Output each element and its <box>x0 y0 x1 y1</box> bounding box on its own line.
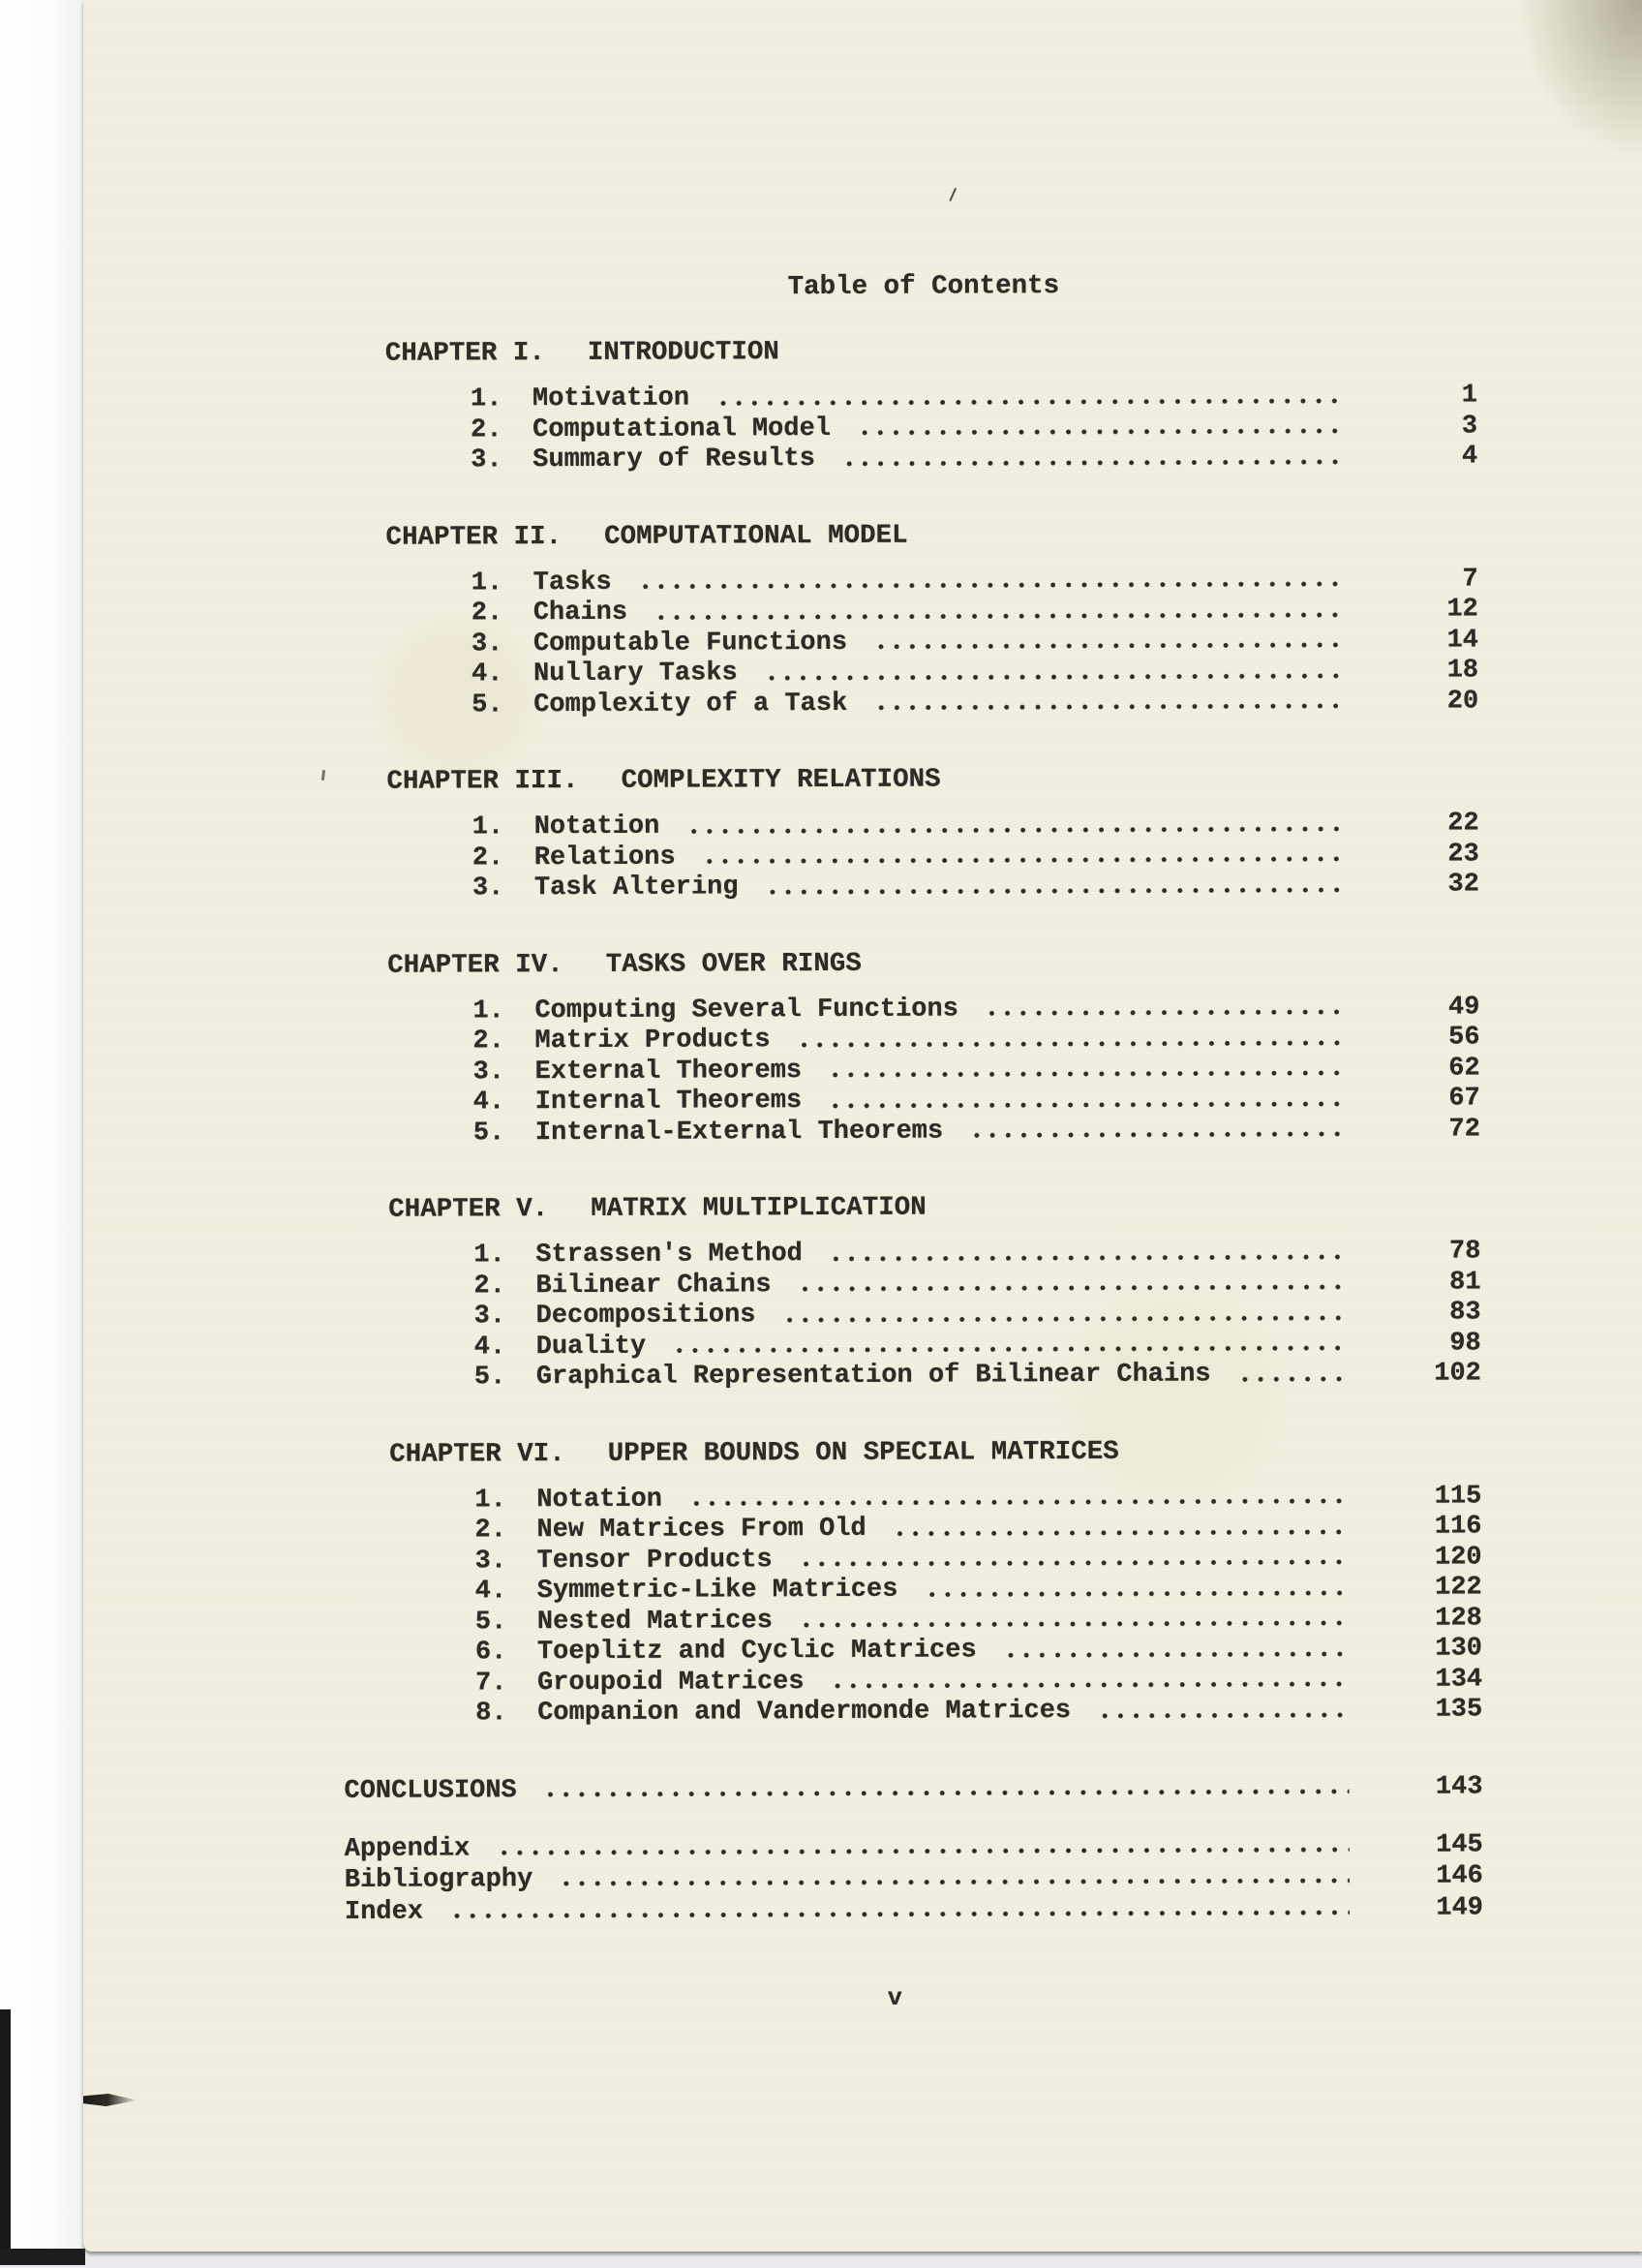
item-number: 8. <box>475 1699 507 1729</box>
table-of-contents <box>339 334 1493 1928</box>
item-label: Matrix Products <box>534 1026 771 1057</box>
dot-leader <box>989 1007 1347 1018</box>
item-page-number: 102 <box>1434 1359 1481 1389</box>
dot-leader <box>862 426 1344 438</box>
chapter-section <box>339 334 1488 476</box>
back-matter-entries <box>344 1771 1493 1928</box>
item-label: Bilinear Chains <box>535 1270 772 1301</box>
chapter-heading <box>387 946 1489 980</box>
item-label: Tensor Products <box>536 1545 773 1576</box>
toc-item-row <box>386 626 1488 660</box>
item-page-number: 81 <box>1449 1267 1481 1298</box>
item-number: 3. <box>474 1546 507 1576</box>
item-label: Relations <box>533 843 676 873</box>
item-label: Duality <box>535 1332 647 1362</box>
chapter-section <box>341 946 1490 1149</box>
item-page-number: 78 <box>1448 1237 1481 1267</box>
toc-item-row <box>390 1604 1492 1639</box>
toc-item-row <box>385 412 1487 446</box>
item-label: Task Altering <box>533 873 739 904</box>
chapter-number-label: CHAPTER IV. <box>387 949 563 981</box>
item-page-number: 32 <box>1447 870 1479 900</box>
item-number: 5. <box>474 1607 507 1637</box>
item-number: 1. <box>470 384 502 414</box>
dot-leader <box>804 1618 1349 1630</box>
margin-mark <box>321 770 325 781</box>
item-page-number: 83 <box>1449 1298 1481 1328</box>
item-number: 3. <box>473 1302 506 1332</box>
pen-mark <box>949 188 957 202</box>
dot-leader <box>802 1037 1347 1049</box>
item-page-number: 67 <box>1448 1084 1480 1114</box>
back-matter-page-number: 149 <box>1436 1892 1484 1923</box>
chapter-section <box>339 518 1488 721</box>
item-number: 3. <box>471 445 502 475</box>
toc-item-row <box>389 1512 1491 1547</box>
item-number: 2. <box>472 1027 504 1057</box>
item-page-number: 22 <box>1447 809 1479 839</box>
chapter-heading <box>385 334 1487 368</box>
chapter-number-label: CHAPTER I. <box>384 338 545 369</box>
item-number: 2. <box>474 1516 506 1546</box>
item-label: Internal Theorems <box>534 1087 803 1118</box>
item-label: Groupoid Matrices <box>537 1667 805 1698</box>
item-page-number: 4 <box>1461 442 1478 472</box>
dot-leader <box>658 609 1345 622</box>
chapter-sections <box>339 334 1493 1730</box>
item-number: 5. <box>473 1363 506 1393</box>
toc-item-row <box>387 993 1489 1027</box>
item-label: Chains <box>532 598 628 628</box>
chapter-section <box>340 762 1489 904</box>
dot-leader <box>548 1786 1350 1798</box>
item-number: 4. <box>472 1088 505 1118</box>
item-number: 3. <box>471 628 503 659</box>
chapter-title: COMPLEXITY RELATIONS <box>621 764 941 796</box>
item-number: 2. <box>471 843 504 873</box>
item-number: 1. <box>474 1485 506 1515</box>
item-page-number: 134 <box>1435 1664 1483 1695</box>
item-page-number: 98 <box>1449 1328 1481 1359</box>
chapter-number-label: CHAPTER II. <box>385 521 563 553</box>
item-label: Graphical Representation of Bilinear Chains <box>535 1360 1211 1393</box>
chapter-title: INTRODUCTION <box>587 337 779 368</box>
item-number: 3. <box>471 873 504 904</box>
item-label: Companion and Vandermonde Matrices <box>537 1697 1072 1729</box>
toc-item-row <box>389 1298 1491 1333</box>
toc-item-row <box>390 1543 1492 1578</box>
chapter-section <box>342 1190 1491 1394</box>
item-page-number: 20 <box>1446 686 1479 717</box>
toc-item-row <box>389 1329 1491 1364</box>
item-page-number: 7 <box>1462 564 1478 594</box>
toc-item-row <box>386 656 1488 690</box>
item-number: 3. <box>472 1057 505 1087</box>
chapter-number-label: CHAPTER III. <box>386 765 579 797</box>
item-label: Nested Matrices <box>536 1606 773 1637</box>
item-number: 1. <box>472 996 504 1026</box>
item-label: Computable Functions <box>532 628 848 659</box>
toc-item-row <box>386 565 1488 599</box>
dot-leader <box>836 1679 1350 1691</box>
item-label: Computing Several Functions <box>534 994 958 1026</box>
toc-item-row <box>389 1359 1491 1394</box>
item-label: Complexity of a Task <box>533 689 848 720</box>
item-label: External Theorems <box>534 1056 803 1087</box>
toc-item-row <box>390 1634 1492 1669</box>
item-label: Notation <box>533 812 660 843</box>
item-page-number: 14 <box>1446 625 1479 656</box>
item-page-number: 130 <box>1435 1634 1483 1664</box>
item-label: Toeplitz and Cyclic Matrices <box>536 1636 977 1668</box>
dot-leader <box>834 1251 1348 1263</box>
toc-item-row <box>385 381 1487 415</box>
toc-item-row <box>386 595 1488 629</box>
item-page-number: 128 <box>1435 1603 1482 1634</box>
toc-item-row <box>388 1115 1490 1149</box>
chapter-number-label: CHAPTER VI. <box>389 1438 565 1470</box>
dot-leader <box>804 1557 1349 1569</box>
toc-item-row <box>390 1665 1492 1700</box>
item-number: 4. <box>471 659 503 690</box>
toc-item-row <box>390 1695 1492 1730</box>
back-matter-row <box>345 1860 1493 1896</box>
toc-item-row <box>388 1237 1490 1272</box>
back-matter-label: Appendix <box>344 1833 471 1864</box>
item-number: 2. <box>473 1271 505 1301</box>
item-page-number: 3 <box>1461 411 1478 441</box>
toc-item-row <box>390 1573 1492 1608</box>
chapter-heading <box>386 762 1488 796</box>
folio-page-number: v <box>887 1983 902 2012</box>
item-number: 4. <box>473 1332 506 1362</box>
toc-item-row <box>387 1023 1489 1057</box>
toc-item-row <box>387 840 1489 874</box>
back-matter-label: Index <box>344 1897 424 1927</box>
item-page-number: 116 <box>1434 1512 1482 1542</box>
dot-leader <box>769 670 1345 682</box>
item-number: 1. <box>471 567 503 598</box>
back-matter-row <box>345 1829 1493 1865</box>
item-page-number: 120 <box>1434 1542 1482 1573</box>
dot-leader <box>878 701 1345 713</box>
dot-leader <box>1008 1648 1349 1659</box>
dot-leader <box>677 1343 1348 1356</box>
chapter-section <box>343 1435 1492 1731</box>
item-label: Strassen's Method <box>535 1240 803 1271</box>
dot-leader <box>501 1844 1349 1856</box>
chapter-title: MATRIX MULTIPLICATION <box>591 1192 927 1224</box>
back-matter-label: Bibliography <box>344 1865 533 1895</box>
dot-leader <box>897 1526 1349 1538</box>
item-label: New Matrices From Old <box>536 1514 867 1546</box>
item-page-number: 72 <box>1448 1114 1480 1145</box>
toc-item-row <box>389 1482 1491 1517</box>
dot-leader <box>833 1098 1347 1110</box>
chapter-title: UPPER BOUNDS ON SPECIAL MATRICES <box>607 1436 1119 1469</box>
toc-item-row <box>387 809 1489 843</box>
dot-leader <box>693 1496 1348 1509</box>
item-label: Summary of Results <box>532 444 815 475</box>
item-label: Decompositions <box>535 1301 756 1332</box>
back-matter-page-number: 146 <box>1436 1861 1483 1891</box>
dot-leader <box>690 823 1345 836</box>
toc-item-row <box>385 442 1487 476</box>
dot-leader <box>786 1312 1347 1324</box>
item-page-number: 122 <box>1435 1573 1482 1603</box>
dot-leader <box>878 640 1345 652</box>
chapter-heading <box>388 1190 1490 1224</box>
dot-leader <box>846 456 1344 468</box>
chapter-title: COMPUTATIONAL MODEL <box>604 520 908 552</box>
dot-leader <box>770 884 1346 896</box>
dot-leader <box>454 1907 1350 1920</box>
toc-item-row <box>388 1268 1490 1303</box>
dot-leader <box>928 1587 1348 1599</box>
back-matter-row <box>344 1771 1492 1807</box>
toc-item-row <box>386 687 1488 721</box>
dot-leader <box>563 1876 1350 1888</box>
item-number: 7. <box>475 1668 507 1698</box>
item-page-number: 115 <box>1434 1481 1482 1512</box>
item-number: 2. <box>471 414 502 444</box>
item-number: 6. <box>474 1638 507 1668</box>
item-number: 5. <box>472 1118 505 1148</box>
chapter-heading <box>385 518 1487 552</box>
item-label: Internal-External Theorems <box>534 1117 944 1148</box>
dot-leader <box>833 1068 1347 1080</box>
item-page-number: 23 <box>1447 839 1479 870</box>
toc-item-row <box>388 1054 1490 1088</box>
dot-leader <box>643 579 1345 592</box>
toc-item-row <box>387 870 1489 904</box>
item-page-number: 135 <box>1435 1695 1483 1725</box>
item-number: 2. <box>471 598 503 628</box>
dot-leader <box>707 854 1346 867</box>
item-page-number: 62 <box>1448 1053 1480 1084</box>
item-number: 1. <box>471 812 504 843</box>
dot-leader <box>1102 1709 1349 1720</box>
item-page-number: 12 <box>1446 595 1478 625</box>
dot-leader <box>974 1129 1347 1140</box>
chapter-number-label: CHAPTER V. <box>388 1194 549 1225</box>
back-matter-label: CONCLUSIONS <box>344 1775 517 1806</box>
dot-leader <box>1242 1373 1348 1383</box>
item-page-number: 18 <box>1446 656 1479 686</box>
chapter-title: TASKS OVER RINGS <box>605 948 862 980</box>
item-number: 5. <box>471 690 503 720</box>
item-label: Symmetric-Like Matrices <box>536 1575 898 1607</box>
chapter-heading <box>389 1435 1491 1469</box>
back-matter-row <box>345 1892 1493 1928</box>
item-number: 1. <box>473 1241 505 1271</box>
item-page-number: 49 <box>1447 992 1480 1023</box>
item-label: Nullary Tasks <box>533 659 738 690</box>
dot-leader <box>803 1282 1348 1294</box>
toc-item-row <box>388 1084 1490 1119</box>
page-title: Table of Contents <box>787 271 1060 303</box>
item-number: 4. <box>474 1577 507 1607</box>
back-matter-page-number: 143 <box>1435 1771 1483 1802</box>
item-label: Motivation <box>532 383 690 414</box>
item-label: Computational Model <box>532 414 832 444</box>
item-label: Tasks <box>532 567 612 598</box>
dot-leader <box>720 395 1344 407</box>
item-label: Notation <box>536 1485 663 1515</box>
back-matter-page-number: 145 <box>1436 1829 1483 1860</box>
item-page-number: 1 <box>1461 381 1478 411</box>
item-page-number: 56 <box>1448 1023 1480 1053</box>
